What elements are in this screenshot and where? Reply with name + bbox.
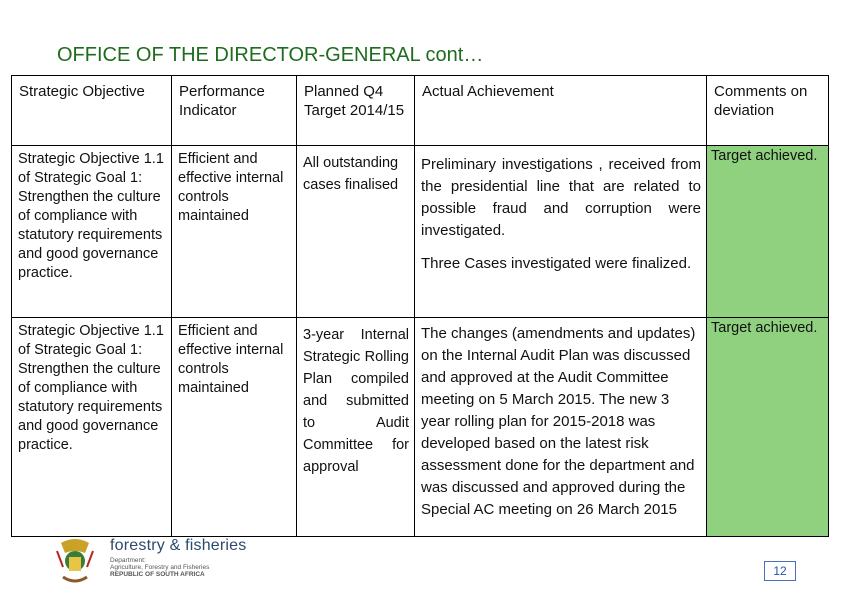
page-number: 12 (764, 561, 796, 581)
target-cell (297, 318, 415, 537)
table-row (12, 318, 829, 537)
table-header-row (12, 76, 829, 146)
header-planned-target: Planned Q4 Target 2014/15 (297, 76, 415, 146)
header-actual-achievement: Actual Achievement (415, 76, 707, 146)
target-text: 3-year Internal Strategic Rolling Plan compiled and submitted to Audit Committee for approval (303, 327, 409, 475)
dept-label: Department: (110, 557, 146, 564)
achievement-text: Three Cases investigated were finalized. (421, 255, 692, 272)
brand-subtext (110, 557, 209, 578)
target-text: All outstanding cases finalised (303, 155, 399, 193)
achievement-table (11, 75, 829, 537)
brand-logo-text: forestry & fisheries (110, 537, 247, 554)
indicator-cell: Efficient and effective internal controls maintained (172, 146, 297, 318)
table-row (12, 146, 829, 318)
achievement-text: The changes (amendments and updates) on the Internal Audit Plan was discussed and approved at the Audit Committee meeting on 5 March 2015. The new 3 year rolling plan for 2015-2018 was developed based on the latest risk assessment done for the department and was discussed and approved during the Special AC meeting on 26 March 2015 (421, 325, 696, 518)
target-cell (297, 146, 415, 318)
header-strategic-objective: Strategic Objective (12, 76, 172, 146)
achievement-cell (415, 146, 707, 318)
objective-cell: Strategic Objective 1.1 of Strategic Goal 1: Strengthen the culture of compliance with statutory requirements and good governance practice. (12, 318, 172, 537)
country-name: REPUBLIC OF SOUTH AFRICA (110, 571, 205, 578)
achievement-cell (415, 318, 707, 537)
comment-cell: Target achieved. (707, 318, 829, 537)
comment-cell: Target achieved. (707, 146, 829, 318)
achievement-text: Preliminary investigations , received from the presidential line that are related to possible fraud and corruption were investigated. (421, 156, 701, 239)
header-comments: Comments on deviation (707, 76, 829, 146)
dept-name: Agriculture, Forestry and Fisheries (110, 564, 210, 571)
page-title: OFFICE OF THE DIRECTOR-GENERAL cont… (57, 44, 484, 66)
objective-cell: Strategic Objective 1.1 of Strategic Goal 1: Strengthen the culture of compliance with statutory requirements and good governance practice. (12, 146, 172, 318)
indicator-cell: Efficient and effective internal controls maintained (172, 318, 297, 537)
header-performance-indicator: Performance Indicator (172, 76, 297, 146)
